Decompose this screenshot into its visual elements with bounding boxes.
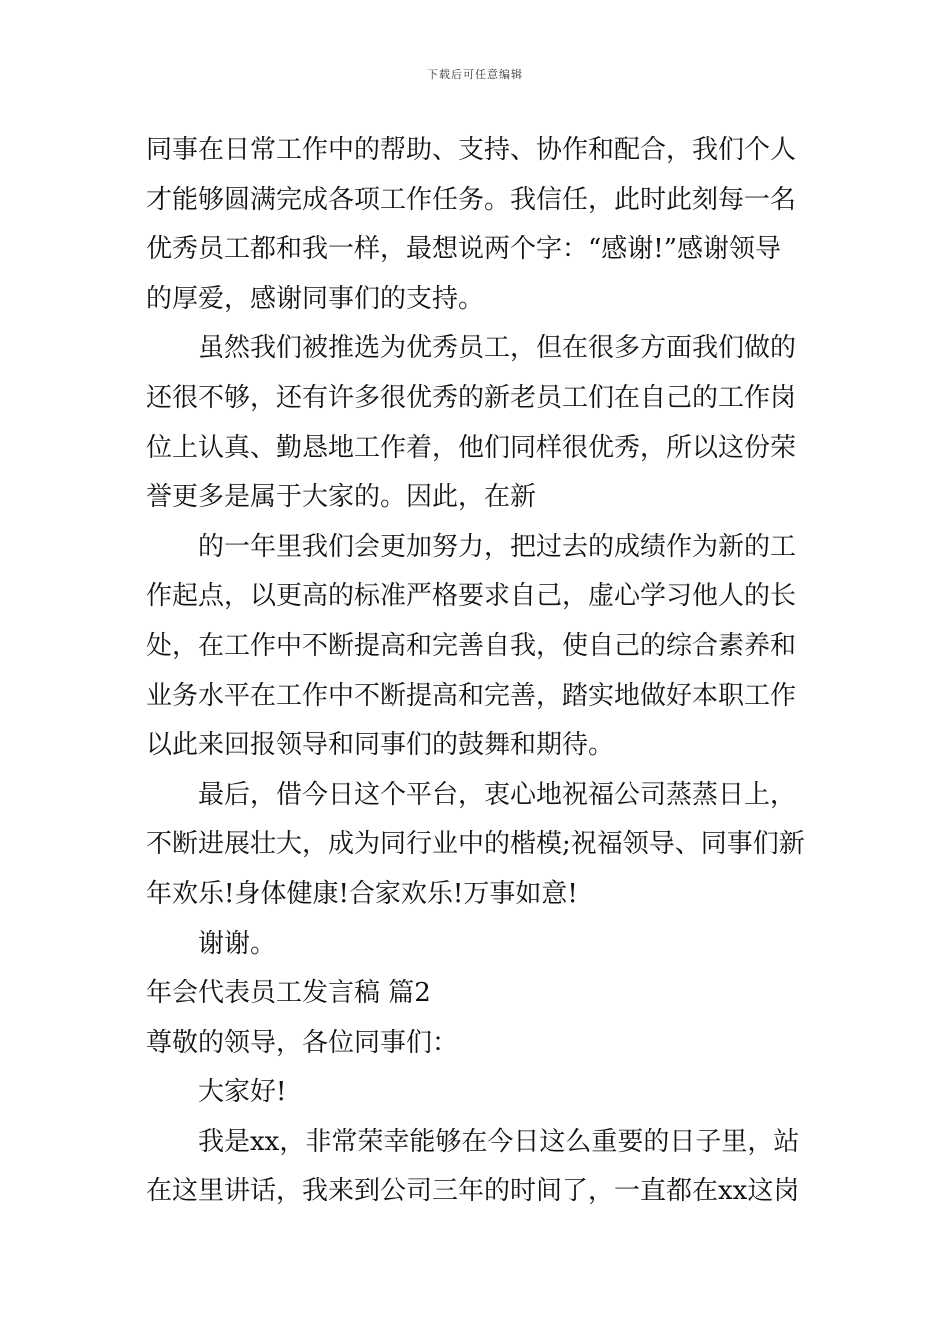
text-line: 尊敬的领导，各位同事们：: [146, 1027, 459, 1058]
text-line: 我是xx，非常荣幸能够在今日这么重要的日子里，站: [198, 1126, 800, 1157]
text-line: 位上认真、勤恳地工作着，他们同样很优秀，所以这份荣: [146, 432, 797, 463]
text-line: 不断进展壮大，成为同行业中的楷模;祝福领导、同事们新: [146, 829, 805, 860]
text-line: 以此来回报领导和同事们的鼓舞和期待。: [146, 730, 615, 761]
text-line: 虽然我们被推选为优秀员工，但在很多方面我们做的: [198, 333, 797, 364]
text-line: 优秀员工都和我一样，最想说两个字：“感谢!”感谢领导: [146, 234, 782, 265]
text-line: 在这里讲话，我来到公司三年的时间了，一直都在xx这岗: [146, 1176, 800, 1207]
text-line: 谢谢。: [198, 928, 277, 959]
page-header-note: 下载后可任意编辑: [427, 68, 523, 81]
text-line: 年会代表员工发言稿 篇2: [146, 978, 431, 1009]
text-line: 处，在工作中不断提高和完善自我，使自己的综合素养和: [146, 630, 797, 661]
text-line: 业务水平在工作中不断提高和完善，踏实地做好本职工作: [146, 680, 797, 711]
text-line: 的一年里我们会更加努力，把过去的成绩作为新的工: [198, 531, 797, 562]
text-line: 年欢乐!身体健康!合家欢乐!万事如意!: [146, 878, 578, 909]
text-line: 的厚爱，感谢同事们的支持。: [146, 283, 485, 314]
text-line: 才能够圆满完成各项工作任务。我信任，此时此刻每一名: [146, 184, 797, 215]
text-line: 作起点，以更高的标准严格要求自己，虚心学习他人的长: [146, 581, 797, 612]
text-line: 同事在日常工作中的帮助、支持、协作和配合，我们个人: [146, 135, 797, 165]
document-body: [146, 126, 810, 1217]
text-line: 还很不够，还有许多很优秀的新老员工们在自己的工作岗: [146, 382, 797, 413]
text-line: 最后，借今日这个平台，衷心地祝福公司蒸蒸日上，: [198, 779, 797, 810]
text-line: 誉更多是属于大家的。因此，在新: [146, 482, 537, 513]
text-line: 大家好!: [198, 1077, 287, 1108]
